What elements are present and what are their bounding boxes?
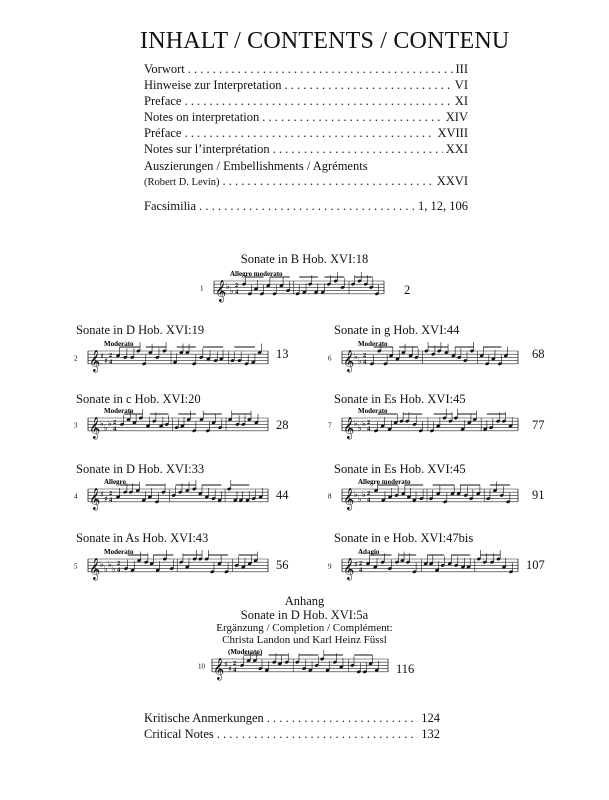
- time-signature: 4: [367, 496, 371, 504]
- flat-icon: ♭: [100, 559, 104, 569]
- music-incipit: [328, 546, 524, 582]
- treble-clef-icon: 𝄞: [89, 349, 101, 372]
- system-number: 8: [328, 492, 332, 501]
- flat-icon: ♭: [104, 423, 108, 433]
- system-number: 7: [328, 421, 332, 430]
- toc-page: III: [455, 62, 468, 76]
- leader-dots: [223, 174, 434, 189]
- sharp-icon: ♯: [228, 664, 232, 674]
- flat-icon: ♭: [358, 423, 362, 433]
- time-signature: 4: [363, 358, 367, 366]
- sonata-6-title: Sonate in g Hob. XVI:44: [334, 323, 460, 337]
- tempo-marking: Allegro moderato: [358, 478, 411, 486]
- tempo-marking: Moderato: [104, 548, 134, 556]
- system-number: 2: [74, 354, 78, 363]
- sonata-2-page: 13: [276, 347, 289, 361]
- treble-clef-icon: 𝄞: [343, 487, 355, 510]
- music-incipit: [328, 405, 524, 441]
- toc-label: Notes sur l’interprétation: [144, 142, 270, 156]
- system-number: 4: [74, 492, 78, 501]
- flat-icon: ♭: [358, 494, 362, 504]
- treble-clef-icon: 𝄞: [343, 416, 355, 439]
- treble-clef-icon: 𝄞: [89, 557, 101, 580]
- treble-clef-icon: 𝄞: [215, 279, 227, 302]
- sharp-icon: ♯: [100, 351, 104, 361]
- music-incipit: [328, 476, 524, 512]
- system-number: 9: [328, 562, 332, 571]
- leader-dots: [184, 94, 451, 109]
- time-signature: 4: [117, 566, 121, 574]
- system-number: 1: [200, 284, 204, 293]
- toc-label: Facsimilia: [144, 199, 197, 213]
- sonata-2-title: Sonate in D Hob. XVI:19: [76, 323, 205, 337]
- sharp-icon: ♯: [104, 494, 108, 504]
- incipit-8: [328, 476, 524, 512]
- ornaments-label: Auszierungen / Embellishments / Agréments: [144, 159, 368, 173]
- toc-page: 1, 12, 106: [418, 199, 468, 213]
- toc-page: XXVI: [436, 174, 468, 188]
- music-incipit: [328, 338, 524, 374]
- flat-icon: ♭: [354, 489, 358, 499]
- incipit-9: [328, 546, 524, 582]
- music-incipit: [198, 646, 394, 686]
- flat-icon: ♭: [226, 281, 230, 291]
- tempo-marking: Adagio: [358, 548, 380, 556]
- toc-page: XI: [454, 94, 468, 108]
- toc-entry-ornaments[interactable]: [144, 174, 468, 190]
- appendix-title: Sonate in D Hob. XVI:5a: [240, 608, 369, 622]
- appendix-completion: Ergänzung / Completion / Complément:: [216, 622, 393, 634]
- toc-page: XVIII: [437, 126, 468, 140]
- sonata-4-page: 44: [276, 488, 289, 502]
- sharp-icon: ♯: [224, 659, 228, 669]
- flat-icon: ♭: [112, 564, 116, 574]
- music-incipit: [74, 476, 274, 512]
- sonata-3-title: Sonate in c Hob. XVI:20: [76, 392, 201, 406]
- tempo-marking: Moderato: [358, 340, 388, 348]
- toc-label: Kritische Anmerkungen: [144, 711, 264, 725]
- incipit-7: [328, 405, 524, 441]
- flat-icon: ♭: [354, 351, 358, 361]
- treble-clef-icon: 𝄞: [213, 657, 225, 680]
- treble-clef-icon: 𝄞: [89, 487, 101, 510]
- toc-page: VI: [454, 78, 468, 92]
- sharp-icon: ♯: [104, 356, 108, 366]
- sonata-8-title: Sonate in Es Hob. XVI:45: [334, 462, 466, 476]
- time-signature: 2: [235, 281, 239, 289]
- toc-entry-notes-fr[interactable]: [144, 142, 468, 158]
- tempo-marking: Moderato: [358, 407, 388, 415]
- appendix-page: 116: [396, 662, 415, 676]
- leader-dots: [188, 62, 453, 77]
- toc-entry-facsimilia[interactable]: [144, 199, 468, 215]
- toc-entry-kritische[interactable]: [144, 711, 440, 727]
- toc-label: Hinweise zur Interpretation: [144, 78, 282, 92]
- toc-page: XXI: [445, 142, 468, 156]
- flat-icon: ♭: [104, 564, 108, 574]
- toc-label: Preface: [144, 94, 182, 108]
- toc-entry-critical[interactable]: [144, 727, 440, 743]
- time-signature: 2: [113, 418, 117, 426]
- leader-dots: [199, 199, 415, 214]
- incipit-2: [74, 338, 274, 374]
- toc-label: Vorwort: [144, 62, 185, 76]
- toc-label: Notes on interpretation: [144, 110, 260, 124]
- time-signature: 2: [233, 659, 237, 667]
- sonata-6-page: 68: [532, 347, 545, 361]
- page-title: INHALT / CONTENTS / CONTENU: [140, 28, 510, 54]
- toc-entry-preface[interactable]: [144, 94, 468, 110]
- sharp-icon: ♯: [354, 559, 358, 569]
- sonata-4-title: Sonate in D Hob. XVI:33: [76, 462, 205, 476]
- system-number: 5: [74, 562, 78, 571]
- toc-label: Préface: [144, 126, 182, 140]
- time-signature: 2: [363, 351, 367, 359]
- flat-icon: ♭: [230, 286, 234, 296]
- leader-dots: [217, 727, 418, 742]
- sonata-5-title: Sonate in As Hob. XVI:43: [76, 531, 209, 545]
- music-incipit: [74, 405, 274, 441]
- sonata-1-page: 2: [404, 283, 411, 297]
- incipit-1: [200, 268, 390, 304]
- incipit-5: [74, 546, 274, 582]
- flat-icon: ♭: [358, 356, 362, 366]
- time-signature: 4: [233, 666, 237, 674]
- flat-icon: ♭: [362, 418, 366, 428]
- system-number: 3: [74, 421, 78, 430]
- incipit-6: [328, 338, 524, 374]
- sonata-7-title: Sonate in Es Hob. XVI:45: [334, 392, 466, 406]
- sonata-5-page: 56: [276, 558, 289, 572]
- time-signature: 4: [235, 288, 239, 296]
- flat-icon: ♭: [354, 418, 358, 428]
- time-signature: 4: [367, 425, 371, 433]
- leader-dots: [267, 711, 418, 726]
- treble-clef-icon: 𝄞: [343, 557, 355, 580]
- time-signature: 2: [367, 418, 371, 426]
- system-number: 6: [328, 354, 332, 363]
- music-incipit: [74, 338, 274, 374]
- treble-clef-icon: 𝄞: [89, 416, 101, 439]
- music-incipit: [74, 546, 274, 582]
- tempo-marking: Allegro moderato: [230, 270, 283, 278]
- music-incipit: [200, 268, 390, 304]
- toc-page: 132: [421, 727, 440, 741]
- sonata-1-title: Sonate in B Hob. XVI:18: [240, 252, 369, 266]
- toc-page: 124: [421, 711, 440, 725]
- leader-dots: [284, 78, 451, 93]
- sonata-9-title: Sonate in e Hob. XVI:47bis: [334, 531, 474, 545]
- time-signature: 2: [109, 489, 113, 497]
- time-signature: 4: [113, 425, 117, 433]
- time-signature: 2: [367, 489, 371, 497]
- toc-page: XIV: [445, 110, 468, 124]
- system-number: 10: [198, 662, 205, 671]
- toc-entry-preface-fr[interactable]: [144, 126, 468, 142]
- flat-icon: ♭: [108, 418, 112, 428]
- sonata-9-page: 107: [526, 558, 545, 572]
- leader-dots: [262, 110, 443, 125]
- sonata-7-page: 77: [532, 418, 545, 432]
- incipit-10: [198, 646, 394, 686]
- sonata-3-page: 28: [276, 418, 289, 432]
- incipit-3: [74, 405, 274, 441]
- tempo-marking: Allegro: [104, 478, 127, 486]
- time-signature: 2: [359, 559, 363, 567]
- time-signature: 4: [109, 496, 113, 504]
- leader-dots: [273, 142, 443, 157]
- time-signature: 2: [109, 351, 113, 359]
- tempo-marking: (Moderato): [228, 648, 263, 656]
- tempo-marking: Moderato: [104, 340, 134, 348]
- flat-icon: ♭: [100, 418, 104, 428]
- time-signature: 2: [117, 559, 121, 567]
- leader-dots: [184, 126, 434, 141]
- toc-entry-hinweise[interactable]: [144, 78, 468, 94]
- flat-icon: ♭: [362, 489, 366, 499]
- sonata-8-page: 91: [532, 488, 545, 502]
- incipit-4: [74, 476, 274, 512]
- flat-icon: ♭: [108, 559, 112, 569]
- time-signature: 4: [109, 358, 113, 366]
- sharp-icon: ♯: [100, 489, 104, 499]
- tempo-marking: Moderato: [104, 407, 134, 415]
- toc-entry-vorwort[interactable]: [144, 62, 468, 78]
- toc-entry-notes-interpretation[interactable]: [144, 110, 468, 126]
- treble-clef-icon: 𝄞: [343, 349, 355, 372]
- toc-label: Critical Notes: [144, 727, 214, 741]
- time-signature: 4: [359, 566, 363, 574]
- appendix-heading: Anhang: [284, 594, 325, 608]
- ornaments-author: (Robert D. Levin): [144, 177, 220, 188]
- appendix-editors: Christa Landon und Karl Heinz Füssl: [222, 634, 387, 646]
